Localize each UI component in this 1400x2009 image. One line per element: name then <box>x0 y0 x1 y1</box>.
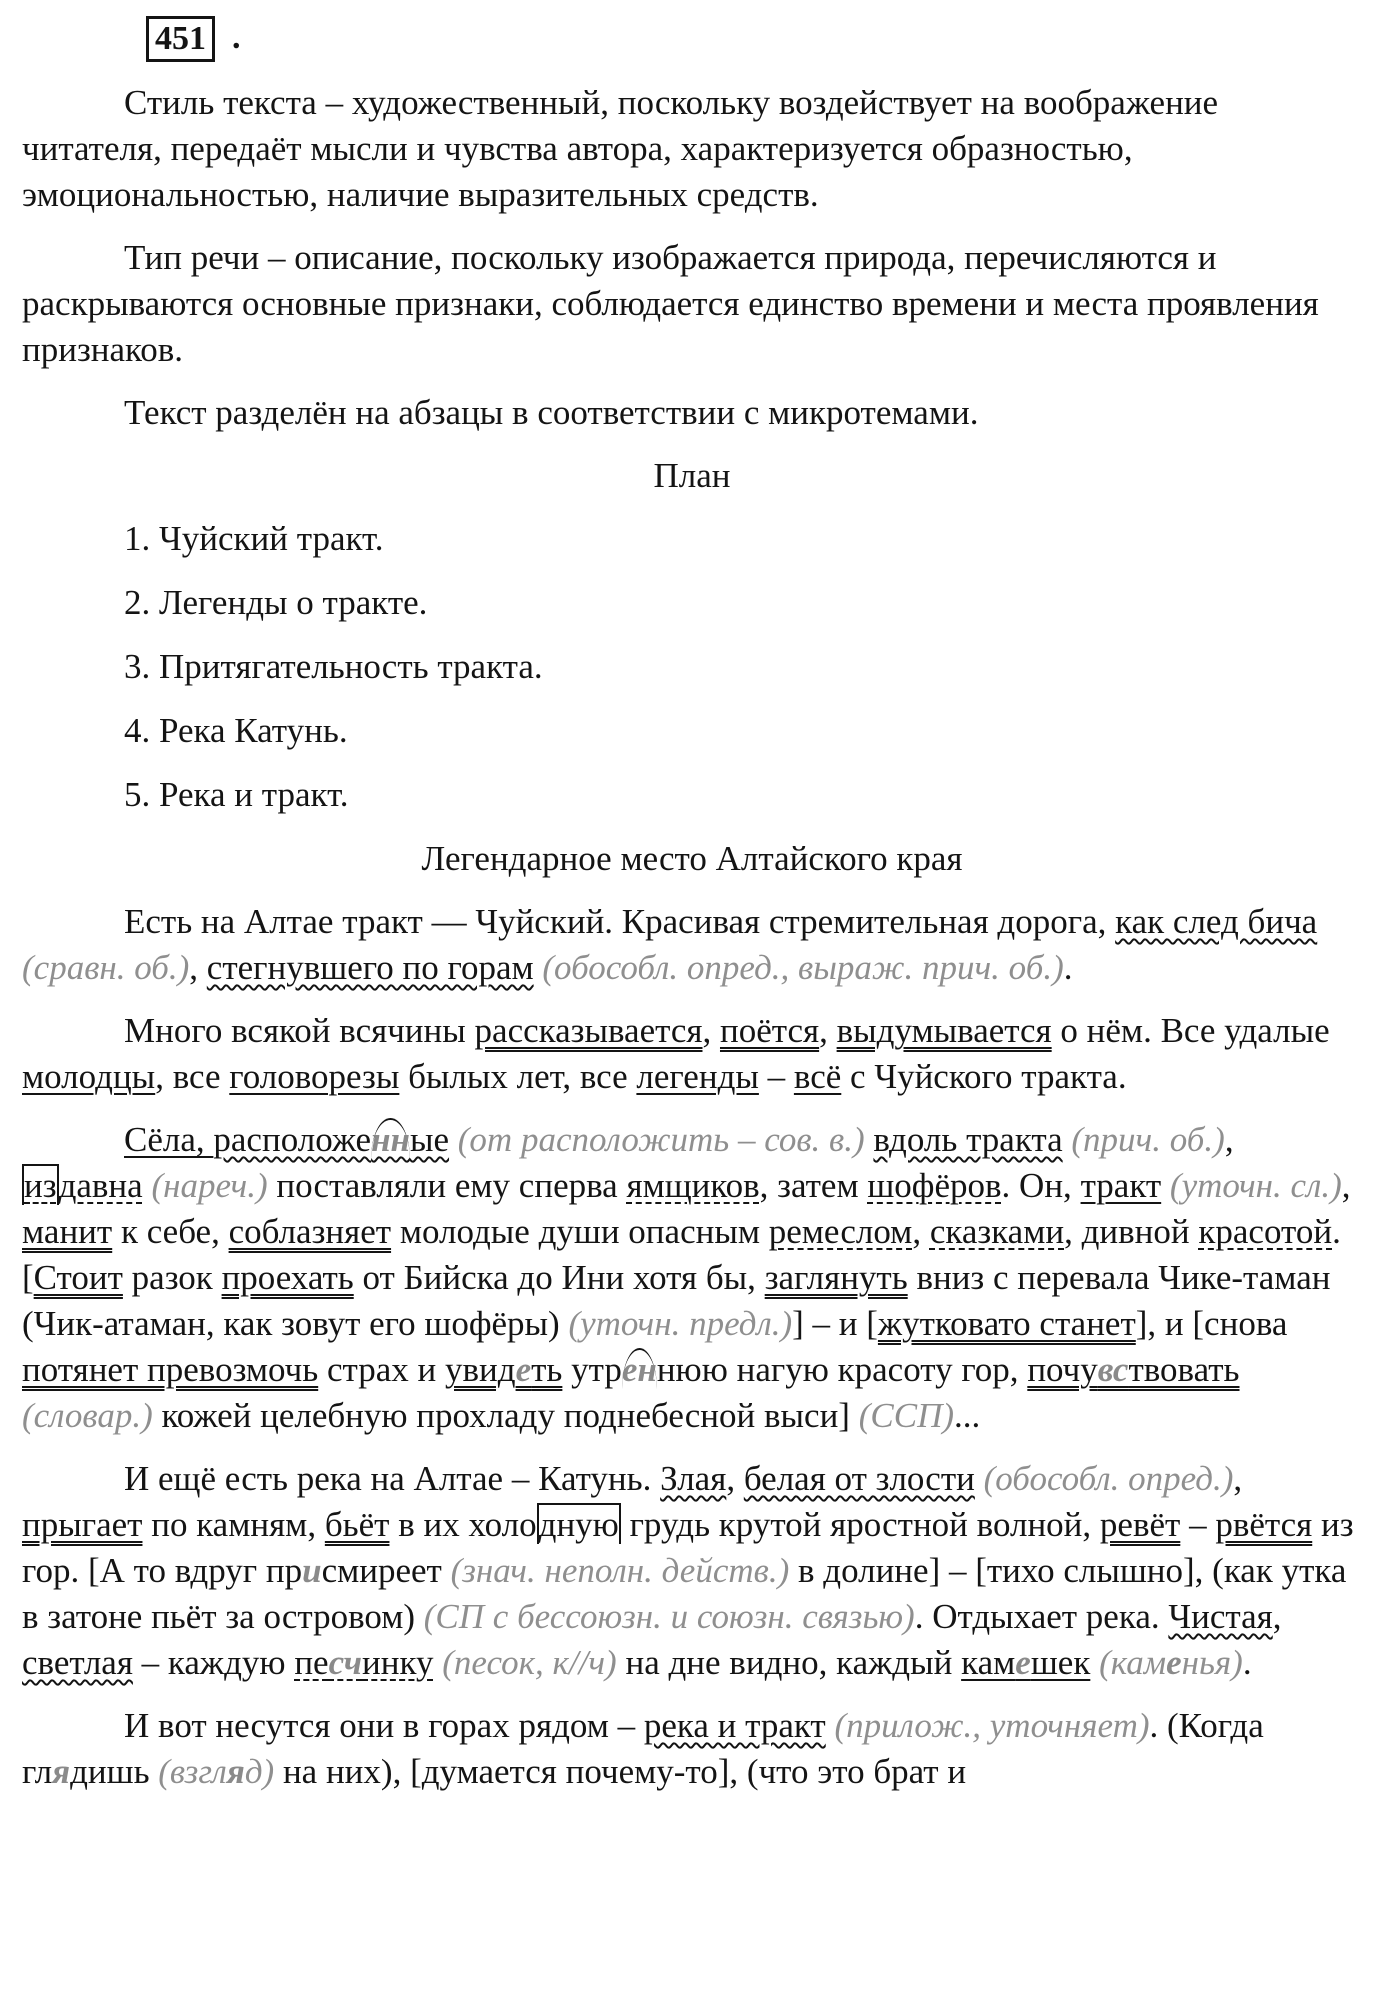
predicate: манит <box>22 1212 113 1251</box>
object: сказками <box>929 1212 1065 1251</box>
plan-item: 2. Легенды о тракте. <box>124 583 428 622</box>
vowel-mark: е <box>1015 1643 1031 1682</box>
text: грудь крутой яростной волной, <box>620 1505 1100 1544</box>
ending-mark: дную <box>538 1505 619 1544</box>
predicate: Стоит <box>33 1258 123 1297</box>
text: от Бийска до Ини хотя бы, <box>353 1258 765 1297</box>
text: . <box>1063 948 1073 987</box>
text: разок <box>122 1258 222 1297</box>
grammar-note: (от расположить – сов. в.) <box>449 1120 865 1159</box>
object: красотой <box>1198 1212 1333 1251</box>
text-paragraph-5 <box>22 1703 1362 1795</box>
predicate: потянет превозмочь <box>22 1350 319 1389</box>
grammar-note: (песок, к//ч) <box>433 1643 617 1682</box>
adverb <box>22 1164 143 1205</box>
predicate: ревёт <box>1099 1505 1181 1544</box>
plan-item: 3. Притягательность тракта. <box>124 647 543 686</box>
predicate: проехать <box>221 1258 354 1297</box>
text: былых лет, все <box>399 1057 637 1096</box>
text: молодые души опасным <box>391 1212 769 1251</box>
text: , дивной <box>1064 1212 1199 1251</box>
predicate: прыгает <box>22 1505 143 1544</box>
grammar-note: (обособл. опред., выраж. прич. об.) <box>533 948 1064 987</box>
vowel-mark: е <box>1166 1643 1182 1682</box>
exercise-number: 451 <box>146 16 215 62</box>
text: с Чуйского тракта. <box>841 1057 1127 1096</box>
exercise-number-dot: . <box>232 19 241 56</box>
suffix-mark: нн <box>371 1120 410 1159</box>
grammar-note: (взгл <box>149 1752 227 1791</box>
attribute: белая от злости <box>743 1459 975 1498</box>
object: ремеслом <box>768 1212 913 1251</box>
attribute: Злая <box>660 1459 727 1498</box>
text: к себе, <box>112 1212 229 1251</box>
subject: легенды <box>636 1057 759 1096</box>
object <box>294 1643 433 1682</box>
predicate: жутковато станет <box>877 1304 1136 1343</box>
attribute: светлая <box>22 1643 133 1682</box>
text: , <box>1341 1166 1351 1205</box>
text: Есть на Алтае тракт — Чуйский. Красивая стремительная дорога, <box>124 902 1116 941</box>
text: , все <box>155 1057 230 1096</box>
text: . [ <box>22 1212 1341 1297</box>
text: – <box>758 1057 794 1096</box>
comparative-phrase: как след бича <box>1115 902 1318 941</box>
participial-phrase: стегнувшего по горам <box>206 948 534 987</box>
predicate: соблазняет <box>228 1212 392 1251</box>
text: – каждую <box>132 1643 295 1682</box>
style-paragraph: Стиль текста – художественный, поскольку воздействует на воображение читателя, передаёт мысли и чувства автора, характеризуется образностью, эмоциональностью, наличие выразительных средств. <box>22 83 1219 214</box>
grammar-note: (ССП) <box>849 1396 954 1435</box>
consonant-mark: сч <box>328 1643 363 1682</box>
word-part: смиреет <box>321 1551 442 1590</box>
note-part: нья) <box>1181 1643 1243 1682</box>
text: страх и <box>318 1350 445 1389</box>
word-part: инку <box>362 1643 434 1682</box>
grammar-note: (уточн. сл.) <box>1161 1166 1342 1205</box>
text: утр <box>562 1350 622 1389</box>
vowel-mark: я <box>226 1752 245 1791</box>
text: ... <box>954 1396 981 1435</box>
word-part: пр <box>265 1551 303 1590</box>
grammar-note: (словар.) <box>22 1396 153 1435</box>
text: кожей целебную прохладу поднебесной выси] <box>152 1396 850 1435</box>
text: И ещё есть река на Алтае – Катунь. <box>124 1459 661 1498</box>
word-part: кам <box>961 1643 1016 1682</box>
text: , <box>702 1011 720 1050</box>
text-title: Легендарное место Алтайского края <box>421 839 963 878</box>
subject: тракт <box>1080 1166 1162 1205</box>
division-paragraph: Текст разделён на абзацы в соответствии с микротемами. <box>124 393 979 432</box>
subject: молодцы <box>22 1057 156 1096</box>
text: , <box>1272 1597 1282 1636</box>
text: вниз с перевала Чике-таман (Чик-атаман, как зовут его шофёры) <box>22 1258 1331 1343</box>
word-part: увид <box>444 1350 516 1389</box>
predicate <box>445 1350 562 1389</box>
object: шофёров <box>867 1166 1002 1205</box>
text: на них), [думается почему-то], (что это брат и <box>274 1752 967 1791</box>
plan-item: 5. Река и тракт. <box>124 775 349 814</box>
word <box>266 1551 442 1590</box>
grammar-note: (СП с бессоюзн. и союзн. связью) <box>415 1597 915 1636</box>
text: , <box>1224 1120 1234 1159</box>
text: И вот несутся они в горах рядом – <box>124 1706 644 1745</box>
apposition: река и тракт <box>643 1706 826 1745</box>
text-paragraph-4 <box>22 1456 1362 1686</box>
predicate <box>1027 1350 1239 1389</box>
text: , <box>912 1212 930 1251</box>
text: ], и [снова <box>1135 1304 1288 1343</box>
text: в долине] – [тихо слышно], (как утка в затоне пьёт за островом) <box>22 1551 1347 1636</box>
grammar-note: д) <box>244 1752 275 1791</box>
predicate: заглянуть <box>764 1258 908 1297</box>
grammar-note: (прич. об.) <box>1062 1120 1225 1159</box>
text: , <box>726 1459 744 1498</box>
subject: Сёла, <box>124 1120 214 1159</box>
generalizing-word: всё <box>793 1057 842 1096</box>
word-part: пе <box>294 1643 329 1682</box>
text: ] – и [ <box>792 1304 878 1343</box>
text: нюю нагую красоту гор, <box>656 1350 1028 1389</box>
text: на дне видно, каждый <box>616 1643 962 1682</box>
text: поставляли ему сперва <box>267 1166 627 1205</box>
word-part: давна <box>58 1166 143 1205</box>
subject <box>961 1643 1090 1682</box>
grammar-note: (нареч.) <box>142 1166 268 1205</box>
predicate: бьёт <box>324 1505 390 1544</box>
participial-phrase <box>213 1118 449 1159</box>
consonant-mark: вс <box>1097 1350 1129 1389</box>
grammar-note: (сравн. об.) <box>22 948 190 987</box>
grammar-note: (прилож., уточняет) <box>825 1706 1150 1745</box>
text: , затем <box>759 1166 868 1205</box>
text: , <box>189 948 207 987</box>
object: ямщиков <box>626 1166 760 1205</box>
word-part: шек <box>1030 1643 1091 1682</box>
prefix-mark: из <box>24 1166 57 1205</box>
text: в их холо <box>389 1505 537 1544</box>
predicate: поётся <box>719 1011 820 1050</box>
plan-item: 1. Чуйский тракт. <box>124 519 384 558</box>
grammar-note <box>1090 1643 1243 1682</box>
predicate: выдумывается <box>836 1011 1052 1050</box>
participial-phrase: вдоль тракта <box>873 1120 1063 1159</box>
text-paragraph-2 <box>22 1008 1362 1100</box>
text: . Он, <box>1001 1166 1081 1205</box>
text-paragraph-3 <box>22 1117 1362 1439</box>
text: из гор. [А то вдруг <box>22 1505 1354 1590</box>
text: , <box>819 1011 837 1050</box>
speech-type-paragraph: Тип речи – описание, поскольку изображается природа, перечисляются и раскрываются основные признаки, соблюдается единство времени и места проявления признаков. <box>22 238 1319 369</box>
grammar-note: (знач. неполн. действ.) <box>441 1551 790 1590</box>
word-part: ть <box>531 1350 563 1389</box>
text: , <box>1233 1459 1243 1498</box>
note-part: (кам <box>1090 1643 1167 1682</box>
text: дишь <box>70 1752 150 1791</box>
vowel-mark: и <box>302 1551 322 1590</box>
text-paragraph-1 <box>22 899 1362 991</box>
grammar-note: (обособл. опред.) <box>974 1459 1234 1498</box>
word-part: расположе <box>213 1120 372 1159</box>
suffix-mark: ен <box>621 1350 657 1389</box>
attribute: Чистая <box>1168 1597 1273 1636</box>
grammar-note: (уточн. предл.) <box>559 1304 793 1343</box>
document-body <box>22 80 1362 1812</box>
word-part: почу <box>1027 1350 1098 1389</box>
word-part: ые <box>409 1120 450 1159</box>
predicate: рассказывается <box>474 1011 703 1050</box>
text: Много всякой всячины <box>124 1011 475 1050</box>
text: . Отдыхает река. <box>914 1597 1169 1636</box>
plan-title: План <box>653 456 731 495</box>
text: . <box>1242 1643 1252 1682</box>
subject: головорезы <box>229 1057 400 1096</box>
plan-item: 4. Река Катунь. <box>124 711 348 750</box>
text: – <box>1180 1505 1216 1544</box>
vowel-mark: я <box>52 1752 71 1791</box>
text: по камням, <box>142 1505 325 1544</box>
text: о нём. Все удалые <box>1051 1011 1330 1050</box>
text: . (Когда гл <box>22 1706 1264 1791</box>
vowel-mark: е <box>515 1350 532 1389</box>
word-part: твовать <box>1128 1350 1240 1389</box>
predicate: рвётся <box>1215 1505 1313 1544</box>
